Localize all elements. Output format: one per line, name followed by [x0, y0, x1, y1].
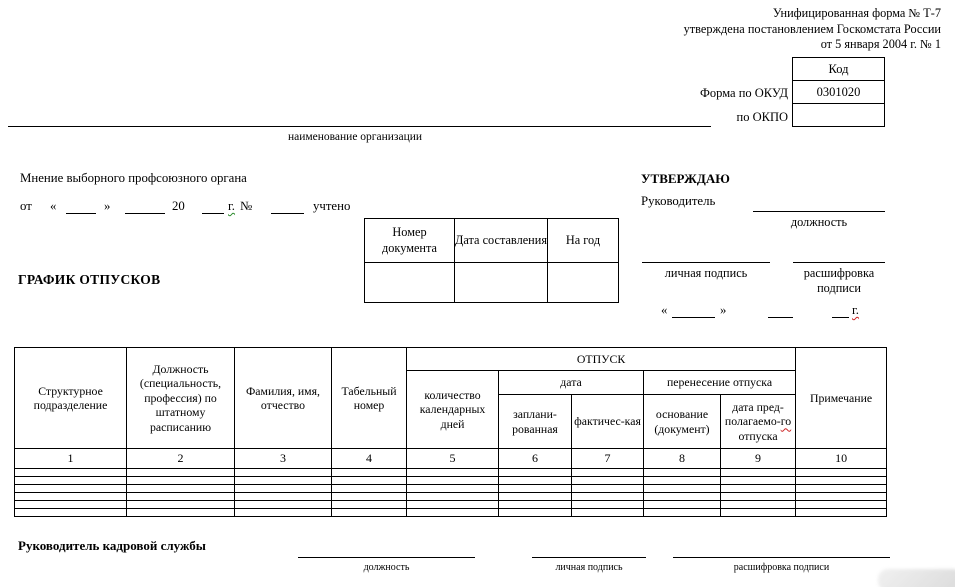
doc-year-value — [548, 263, 619, 303]
empty-data-row — [15, 485, 887, 493]
empty-data-cell — [235, 477, 332, 485]
empty-data-cell — [721, 469, 796, 477]
empty-data-cell — [572, 477, 644, 485]
empty-data-cell — [235, 501, 332, 509]
union-year-blank — [202, 202, 224, 214]
approve-label: УТВЕРЖДАЮ — [641, 171, 730, 186]
empty-data-cell — [127, 509, 235, 517]
doc-date-value — [455, 263, 548, 303]
footer-position-line — [298, 544, 475, 558]
empty-data-row — [15, 493, 887, 501]
col-planned-header: заплани-рованная — [499, 395, 572, 449]
empty-data-cell — [572, 509, 644, 517]
empty-data-row — [15, 509, 887, 517]
doc-number-header: Номер документа — [365, 219, 455, 263]
okud-label: Форма по ОКУД — [700, 86, 788, 100]
col-num-2: 2 — [127, 449, 235, 469]
col-num-3: 3 — [235, 449, 332, 469]
signature-transcript-caption: расшифровка подписи — [803, 266, 875, 295]
empty-data-cell — [796, 501, 887, 509]
footer-signature-line — [532, 544, 646, 558]
footer-signature-caption: личная подпись — [555, 562, 623, 573]
head-position-line — [753, 198, 885, 212]
col-num-1: 1 — [15, 449, 127, 469]
organization-caption: наименование организации — [287, 131, 423, 143]
col-num-10: 10 — [796, 449, 887, 469]
okud-value-cell: 0301020 — [793, 81, 885, 104]
doc-info-value-row — [365, 263, 619, 303]
empty-data-cell — [572, 493, 644, 501]
empty-data-cell — [796, 469, 887, 477]
empty-data-cell — [499, 501, 572, 509]
empty-data-cell — [644, 469, 721, 477]
col-num-5: 5 — [407, 449, 499, 469]
code-header-row — [793, 58, 885, 81]
approve-month-blank — [768, 306, 793, 318]
transfer-date-text-1: дата пред-полагаемо- — [724, 399, 784, 429]
empty-data-cell — [127, 469, 235, 477]
empty-data-cell — [572, 469, 644, 477]
approve-open-quote: « — [661, 303, 668, 317]
main-table-empty-body — [15, 469, 887, 517]
empty-data-cell — [499, 469, 572, 477]
empty-data-cell — [644, 477, 721, 485]
union-opinion-row — [0, 196, 400, 215]
union-opinion-title: Мнение выборного профсоюзного органа — [20, 171, 247, 185]
col-num-8: 8 — [644, 449, 721, 469]
union-open-quote: « — [50, 199, 57, 213]
footer-transcript-caption: расшифровка подписи — [733, 562, 830, 573]
empty-data-cell — [127, 477, 235, 485]
personal-signature-caption: личная подпись — [664, 266, 748, 280]
empty-data-cell — [499, 493, 572, 501]
empty-data-cell — [407, 469, 499, 477]
empty-data-cell — [644, 501, 721, 509]
col-tab-number-header: Табельный номер — [332, 348, 407, 449]
empty-data-cell — [721, 501, 796, 509]
empty-data-cell — [127, 485, 235, 493]
column-numbers-row — [15, 449, 887, 469]
empty-data-cell — [15, 509, 127, 517]
empty-data-cell — [796, 493, 887, 501]
empty-data-cell — [235, 509, 332, 517]
col-actual-header: фактичес-кая — [572, 395, 644, 449]
union-close-quote: » — [104, 199, 111, 213]
col-basis-header: основание (документ) — [644, 395, 721, 449]
empty-data-cell — [332, 509, 407, 517]
personal-signature-line — [642, 249, 770, 263]
empty-data-cell — [127, 493, 235, 501]
head-label: Руководитель — [641, 194, 716, 208]
col-num-4: 4 — [332, 449, 407, 469]
union-status: учтено — [313, 199, 351, 213]
empty-data-row — [15, 469, 887, 477]
empty-data-cell — [721, 493, 796, 501]
empty-data-cell — [235, 485, 332, 493]
empty-data-cell — [235, 493, 332, 501]
organization-name-line — [8, 112, 711, 127]
empty-data-cell — [721, 509, 796, 517]
col-name-header: Фамилия, имя, отчество — [235, 348, 332, 449]
date-group-header: дата — [499, 371, 644, 395]
approve-close-quote: » — [720, 303, 727, 317]
empty-data-cell — [407, 493, 499, 501]
code-header-cell: Код — [793, 58, 885, 81]
empty-data-cell — [407, 509, 499, 517]
empty-data-row — [15, 501, 887, 509]
col-days-header: количество календарных дней — [407, 371, 499, 449]
vacation-schedule-table — [14, 347, 887, 517]
form-meta-line1: Унифицированная форма № Т-7 — [772, 6, 941, 20]
union-day-blank — [66, 202, 96, 214]
empty-data-cell — [499, 509, 572, 517]
col-note-header: Примечание — [796, 348, 887, 449]
empty-data-row — [15, 477, 887, 485]
okpo-row — [793, 104, 885, 127]
okud-row — [793, 81, 885, 104]
footer-position-caption: должность — [363, 562, 410, 573]
union-month-blank — [125, 202, 165, 214]
empty-data-cell — [644, 509, 721, 517]
code-table — [792, 57, 885, 127]
col-num-6: 6 — [499, 449, 572, 469]
empty-data-cell — [796, 509, 887, 517]
approve-year-g: г. — [852, 303, 860, 317]
empty-data-cell — [499, 477, 572, 485]
empty-data-cell — [499, 485, 572, 493]
union-number-blank — [271, 202, 304, 214]
union-from-label: от — [20, 199, 32, 213]
empty-data-cell — [407, 477, 499, 485]
empty-data-cell — [332, 485, 407, 493]
doc-date-header: Дата составления — [455, 219, 548, 263]
empty-data-cell — [407, 485, 499, 493]
col-num-9: 9 — [721, 449, 796, 469]
empty-data-cell — [15, 485, 127, 493]
empty-data-cell — [332, 493, 407, 501]
union-number-sign: № — [240, 199, 253, 213]
doc-info-table — [364, 218, 619, 303]
approve-year-blank — [832, 306, 849, 318]
transfer-date-text-2: го — [780, 414, 792, 429]
empty-data-cell — [572, 485, 644, 493]
empty-data-cell — [332, 477, 407, 485]
doc-number-value — [365, 263, 455, 303]
empty-data-cell — [15, 469, 127, 477]
vacation-group-header: ОТПУСК — [407, 348, 796, 371]
empty-data-cell — [407, 501, 499, 509]
transfer-group-header: перенесение отпуска — [644, 371, 796, 395]
okpo-label: по ОКПО — [736, 110, 788, 124]
document-title: ГРАФИК ОТПУСКОВ — [18, 272, 161, 287]
empty-data-cell — [15, 493, 127, 501]
corner-artifact — [878, 569, 955, 587]
empty-data-cell — [721, 477, 796, 485]
header-row-1 — [15, 348, 887, 371]
form-meta-block — [684, 6, 941, 53]
okpo-value-cell — [793, 104, 885, 127]
empty-data-cell — [15, 477, 127, 485]
union-century: 20 — [172, 199, 185, 213]
empty-data-cell — [332, 501, 407, 509]
empty-data-cell — [15, 501, 127, 509]
empty-data-cell — [332, 469, 407, 477]
col-transfer-date-header — [721, 395, 796, 449]
form-meta-line2: утверждена постановлением Госкомстата России — [683, 21, 941, 36]
doc-info-header-row — [365, 219, 619, 263]
form-meta-line3: от 5 января 2004 г. № 1 — [820, 37, 941, 51]
empty-data-cell — [796, 477, 887, 485]
empty-data-cell — [796, 485, 887, 493]
hr-head-label: Руководитель кадровой службы — [18, 538, 206, 553]
empty-data-cell — [721, 485, 796, 493]
empty-data-cell — [644, 493, 721, 501]
approve-date-row — [0, 301, 955, 319]
approve-day-blank — [672, 306, 715, 318]
col-position-header: Должность (специальность, профессия) по штатному расписанию — [127, 348, 235, 449]
empty-data-cell — [572, 501, 644, 509]
transfer-date-text-3: отпуска — [738, 428, 778, 443]
footer-transcript-line — [673, 544, 890, 558]
doc-year-header: На год — [548, 219, 619, 263]
position-caption: должность — [790, 215, 848, 229]
empty-data-cell — [644, 485, 721, 493]
col-num-7: 7 — [572, 449, 644, 469]
union-year-g: г. — [228, 199, 236, 213]
col-structural-header: Структурное подразделение — [15, 348, 127, 449]
empty-data-cell — [127, 501, 235, 509]
empty-data-cell — [235, 469, 332, 477]
signature-transcript-line — [793, 249, 885, 263]
